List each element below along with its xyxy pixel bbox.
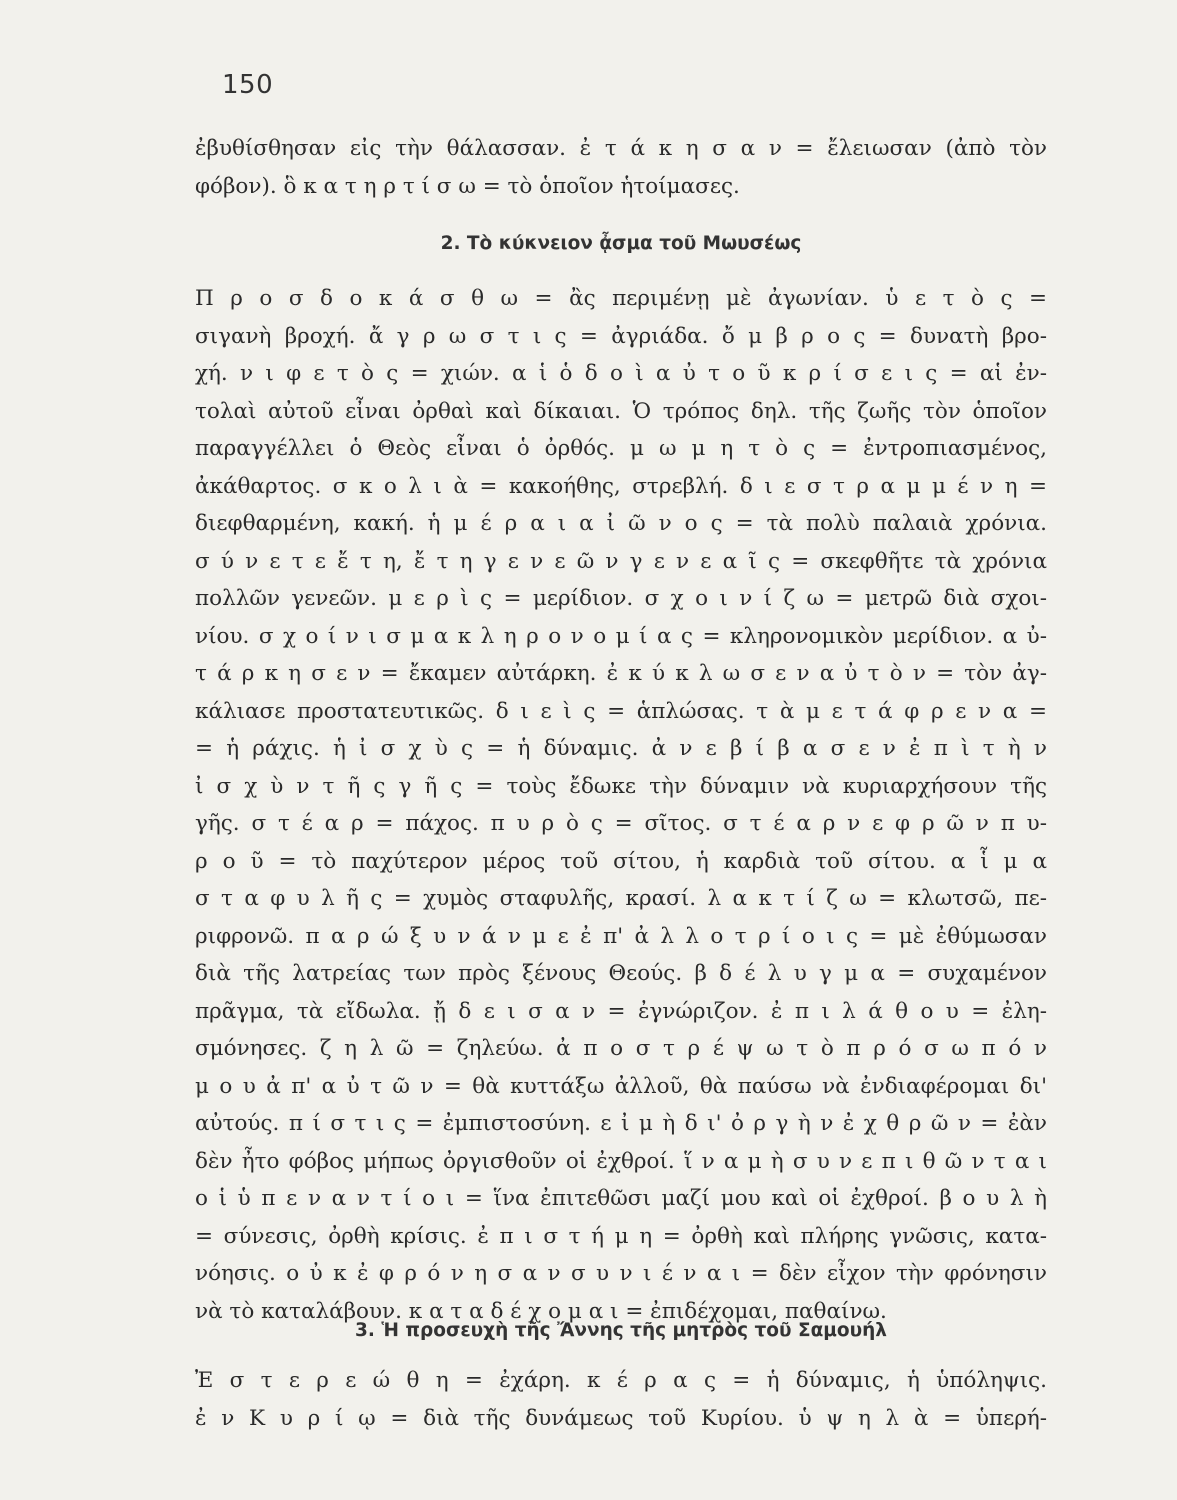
text-line: φόβον). ὃ κ α τ η ρ τ ί σ ω = τὸ ὁποῖον ἡτοίμασες. <box>195 173 740 199</box>
text-line: γῆς. σ τ έ α ρ = πάχος. π υ ρ ὸ ς = σῖτος. σ τ έ α ρ ν ε φ ρ ῶ ν π υ- <box>195 811 1047 836</box>
text-line: ἀκάθαρτος. σ κ ο λ ι ὰ = κακοήθης, στρεβλή. δ ι ε σ τ ρ α μ μ έ ν η = <box>195 473 1047 499</box>
text-line: = σύνεσις, ὀρθὴ κρίσις. ἐ π ι σ τ ή μ η = ὀρθὴ καὶ πλήρης γνῶσις, κατα- <box>195 1223 1047 1249</box>
text-line: διὰ τῆς λατρείας των πρὸς ξένους Θεούς. β δ έ λ υ γ μ α = συχαμένον <box>195 961 1047 986</box>
text-line: τ ά ρ κ η σ ε ν = ἔκαμεν αὐτάρκη. ἐ κ ύ κ λ ω σ ε ν α ὐ τ ὸ ν = τὸν ἀγ- <box>195 661 1047 686</box>
intro-paragraph <box>195 130 1047 205</box>
section-2-paragraph <box>195 280 1047 1330</box>
text-line: ρ ο ῦ = τὸ παχύτερον μέρος τοῦ σίτου, ἡ καρδιὰ τοῦ σίτου. α ἷ μ α <box>195 848 1047 874</box>
section-heading: 3. Ἡ προσευχὴ τῆς Ἄννης τῆς μητρὸς τοῦ Σαμουήλ <box>355 1320 887 1341</box>
text-line: = ἡ ράχις. ἡ ἰ σ χ ὺ ς = ἡ δύναμις. ἀ ν ε β ί β α σ ε ν ἐ π ὶ τ ὴ ν <box>195 736 1047 761</box>
text-line: ριφρονῶ. π α ρ ώ ξ υ ν ά ν μ ε ἐ π' ἀ λ λ ο τ ρ ί ο ι ς = μὲ ἐθύμωσαν <box>195 923 1047 949</box>
text-line: σιγανὴ βροχή. ἄ γ ρ ω σ τ ι ς = ἀγριάδα. ὄ μ β ρ ο ς = δυνατὴ βρο- <box>195 323 1047 349</box>
text-line: σμόνησες. ζ η λ ῶ = ζηλεύω. ἀ π ο σ τ ρ έ ψ ω τ ὸ π ρ ό σ ω π ό ν <box>195 1036 1047 1061</box>
text-line: ἐ ν Κ υ ρ ί ῳ = διὰ τῆς δυνάμεως τοῦ Κυρίου. ὑ ψ η λ ὰ = ὑπερή- <box>195 1405 1047 1431</box>
text-line: ο ἱ ὑ π ε ν α ν τ ί ο ι = ἵνα ἐπιτεθῶσι μαζί μου καὶ οἱ ἐχθροί. β ο υ λ ὴ <box>195 1186 1047 1211</box>
text-line: σ ύ ν ε τ ε ἔ τ η, ἔ τ η γ ε ν ε ῶ ν γ ε ν ε α ῖ ς = σκεφθῆτε τὰ χρόνια <box>195 548 1047 574</box>
text-line: Π ρ ο σ δ ο κ ά σ θ ω = ἂς περιμένῃ μὲ ἀγωνίαν. ὑ ε τ ὸ ς = <box>195 286 1047 311</box>
text-line: πολλῶν γενεῶν. μ ε ρ ὶ ς = μερίδιον. σ χ ο ι ν ί ζ ω = μετρῶ διὰ σχοι- <box>195 586 1047 611</box>
section-heading: 2. Τὸ κύκνειον ᾆσμα τοῦ Μωυσέως <box>440 233 802 254</box>
text-line: νὰ τὸ καταλάβουν. κ α τ α δ έ χ ο μ α ι = ἐπιδέχομαι, παθαίνω. <box>195 1298 887 1324</box>
text-line: νίου. σ χ ο ί ν ι σ μ α κ λ η ρ ο ν ο μ ί α ς = κληρονομικὸν μερίδιον. α ὐ- <box>195 623 1047 649</box>
text-line: πρᾶγμα, τὰ εἴδωλα. ᾔ δ ε ι σ α ν = ἐγνώριζον. ἐ π ι λ ά θ ο υ = ἐλη- <box>195 998 1047 1024</box>
text-line: χή. ν ι φ ε τ ὸ ς = χιών. α ἱ ὁ δ ο ὶ α ὐ τ ο ῦ κ ρ ί σ ε ι ς = αἱ ἐν- <box>195 361 1047 386</box>
text-line: παραγγέλλει ὁ Θεὸς εἶναι ὁ ὀρθός. μ ω μ η τ ὸ ς = ἐντροπιασμένος, <box>195 436 1047 461</box>
text-line: κάλιασε προστατευτικῶς. δ ι ε ὶ ς = ἁπλώσας. τ ὰ μ ε τ ά φ ρ ε ν α = <box>195 698 1047 724</box>
text-line: μ ο υ ἀ π' α ὐ τ ῶ ν = θὰ κυττάξω ἀλλοῦ, θὰ παύσω νὰ ἐνδιαφέρομαι δι' <box>195 1073 1047 1099</box>
text-line: τολαὶ αὐτοῦ εἶναι ὀρθαὶ καὶ δίκαιαι. Ὁ τρόπος δηλ. τῆς ζωῆς τὸν ὁποῖον <box>195 398 1047 424</box>
text-line: ἰ σ χ ὺ ν τ ῆ ς γ ῆ ς = τοὺς ἔδωκε τὴν δύναμιν νὰ κυριαρχήσουν τῆς <box>195 773 1047 799</box>
text-line: σ τ α φ υ λ ῆ ς = χυμὸς σταφυλῆς, κρασί. λ α κ τ ί ζ ω = κλωτσῶ, πε- <box>195 886 1047 911</box>
text-line: δὲν ἦτο φόβος μήπως ὀργισθοῦν οἱ ἐχθροί. ἵ ν α μ ὴ σ υ ν ε π ι θ ῶ ν τ α ι <box>195 1148 1047 1174</box>
text-line: αὐτούς. π ί σ τ ι ς = ἐμπιστοσύνη. ε ἰ μ ὴ δ ι' ὀ ρ γ ὴ ν ἐ χ θ ρ ῶ ν = ἐὰν <box>195 1111 1047 1136</box>
section-3-paragraph <box>195 1362 1047 1437</box>
text-line: διεφθαρμένη, κακή. ἡ μ έ ρ α ι α ἰ ῶ ν ο ς = τὰ πολὺ παλαιὰ χρόνια. <box>195 511 1047 536</box>
text-line: Ἐ σ τ ε ρ ε ώ θ η = ἐχάρη. κ έ ρ α ς = ἡ δύναμις, ἡ ὑπόληψις. <box>195 1368 1047 1393</box>
text-line: ἐβυθίσθησαν εἰς τὴν θάλασσαν. ἐ τ ά κ η σ α ν = ἔλειωσαν (ἀπὸ τὸν <box>195 136 1047 161</box>
text-line: νόησις. ο ὐ κ ἐ φ ρ ό ν η σ α ν σ υ ν ι έ ν α ι = δὲν εἶχον τὴν φρόνησιν <box>195 1261 1047 1286</box>
page-number: 150 <box>222 70 274 100</box>
